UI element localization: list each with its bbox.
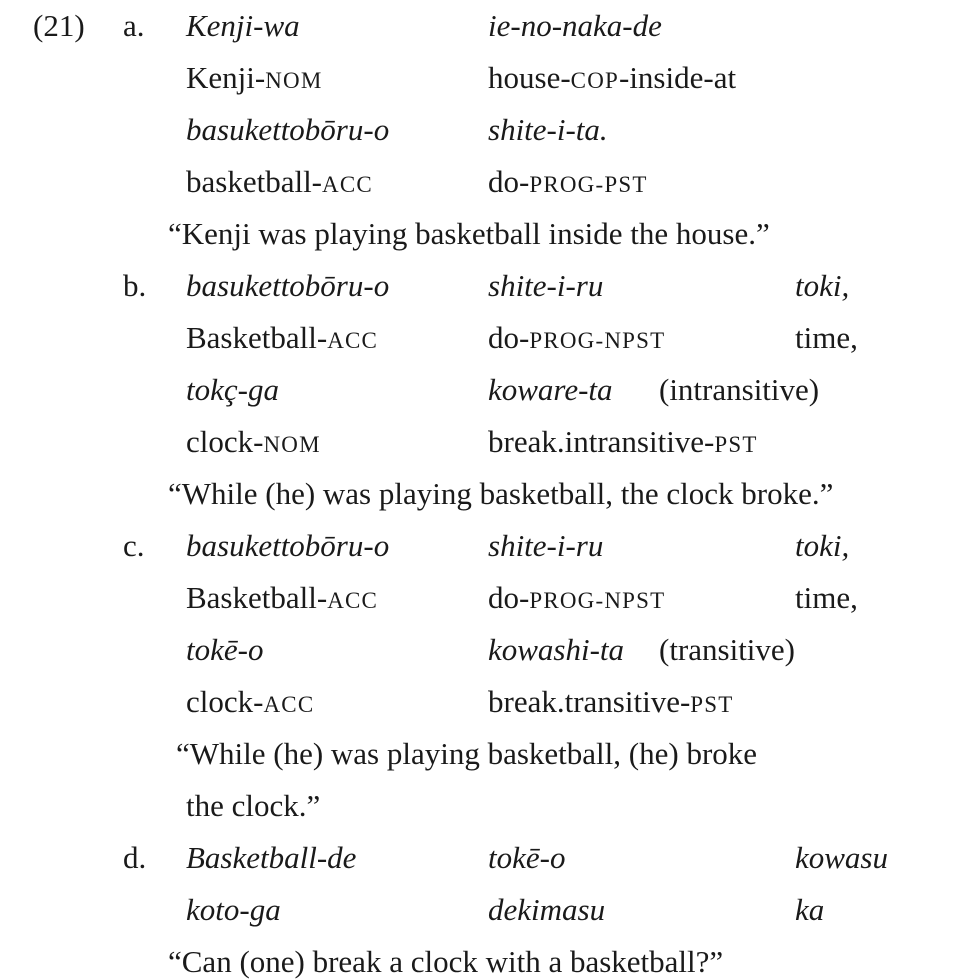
example-d-word: koto-ga xyxy=(186,892,281,927)
example-a-gloss: Kenji-NOM xyxy=(186,60,323,95)
example-a-translation: “Kenji was playing basketball inside the house.” xyxy=(168,216,770,251)
example-b-word: basukettobōru-o xyxy=(186,268,390,303)
example-b-note: (intransitive) xyxy=(659,372,820,407)
example-d-word: tokē-o xyxy=(488,840,566,875)
example-a-word: ie-no-naka-de xyxy=(488,8,662,43)
example-d-word: ka xyxy=(795,892,825,927)
example-b-word: shite-i-ru xyxy=(488,268,604,303)
example-a-gloss: do-PROG-PST xyxy=(488,164,648,199)
example-c-word: shite-i-ru xyxy=(488,528,604,563)
example-c-word: toki, xyxy=(795,528,850,563)
example-b-label: b. xyxy=(123,268,147,303)
example-b-word: koware-ta xyxy=(488,372,613,407)
example-d-translation: “Can (one) break a clock with a basketball?” xyxy=(168,944,724,979)
example-b-translation: “While (he) was playing basketball, the clock broke.” xyxy=(168,476,834,511)
example-b-gloss: clock-NOM xyxy=(186,424,321,459)
example-c-word: kowashi-ta xyxy=(488,632,625,667)
example-b-word: tokç-ga xyxy=(186,372,279,407)
example-c-gloss: clock-ACC xyxy=(186,684,315,719)
example-c-label: c. xyxy=(123,528,145,563)
example-c-gloss: break.transitive-PST xyxy=(488,684,734,719)
example-b-gloss: time, xyxy=(795,320,858,355)
example-c-word: basukettobōru-o xyxy=(186,528,390,563)
example-c-gloss: do-PROG-NPST xyxy=(488,580,666,615)
example-c-gloss: Basketball-ACC xyxy=(186,580,379,615)
example-b-gloss: Basketball-ACC xyxy=(186,320,379,355)
example-c-note: (transitive) xyxy=(659,632,796,667)
example-c-word: tokē-o xyxy=(186,632,264,667)
example-a-label: a. xyxy=(123,8,145,43)
example-b-word: toki, xyxy=(795,268,850,303)
example-b-gloss: do-PROG-NPST xyxy=(488,320,666,355)
example-c-gloss: time, xyxy=(795,580,858,615)
example-d-word: dekimasu xyxy=(488,892,606,927)
example-d-word: kowasu xyxy=(795,840,888,875)
example-d-word: Basketball-de xyxy=(186,840,357,875)
example-d-label: d. xyxy=(123,840,147,875)
example-a-gloss: house-COP-inside-at xyxy=(488,60,737,95)
example-c-translation: the clock.” xyxy=(186,788,321,823)
example-a-gloss: basketball-ACC xyxy=(186,164,373,199)
example-a-word: Kenji-wa xyxy=(186,8,300,43)
example-b-gloss: break.intransitive-PST xyxy=(488,424,758,459)
example-number: (21) xyxy=(33,8,85,43)
example-a-word: shite-i-ta. xyxy=(488,112,608,147)
example-c-translation: “While (he) was playing basketball, (he) broke xyxy=(176,736,758,771)
example-a-word: basukettobōru-o xyxy=(186,112,390,147)
